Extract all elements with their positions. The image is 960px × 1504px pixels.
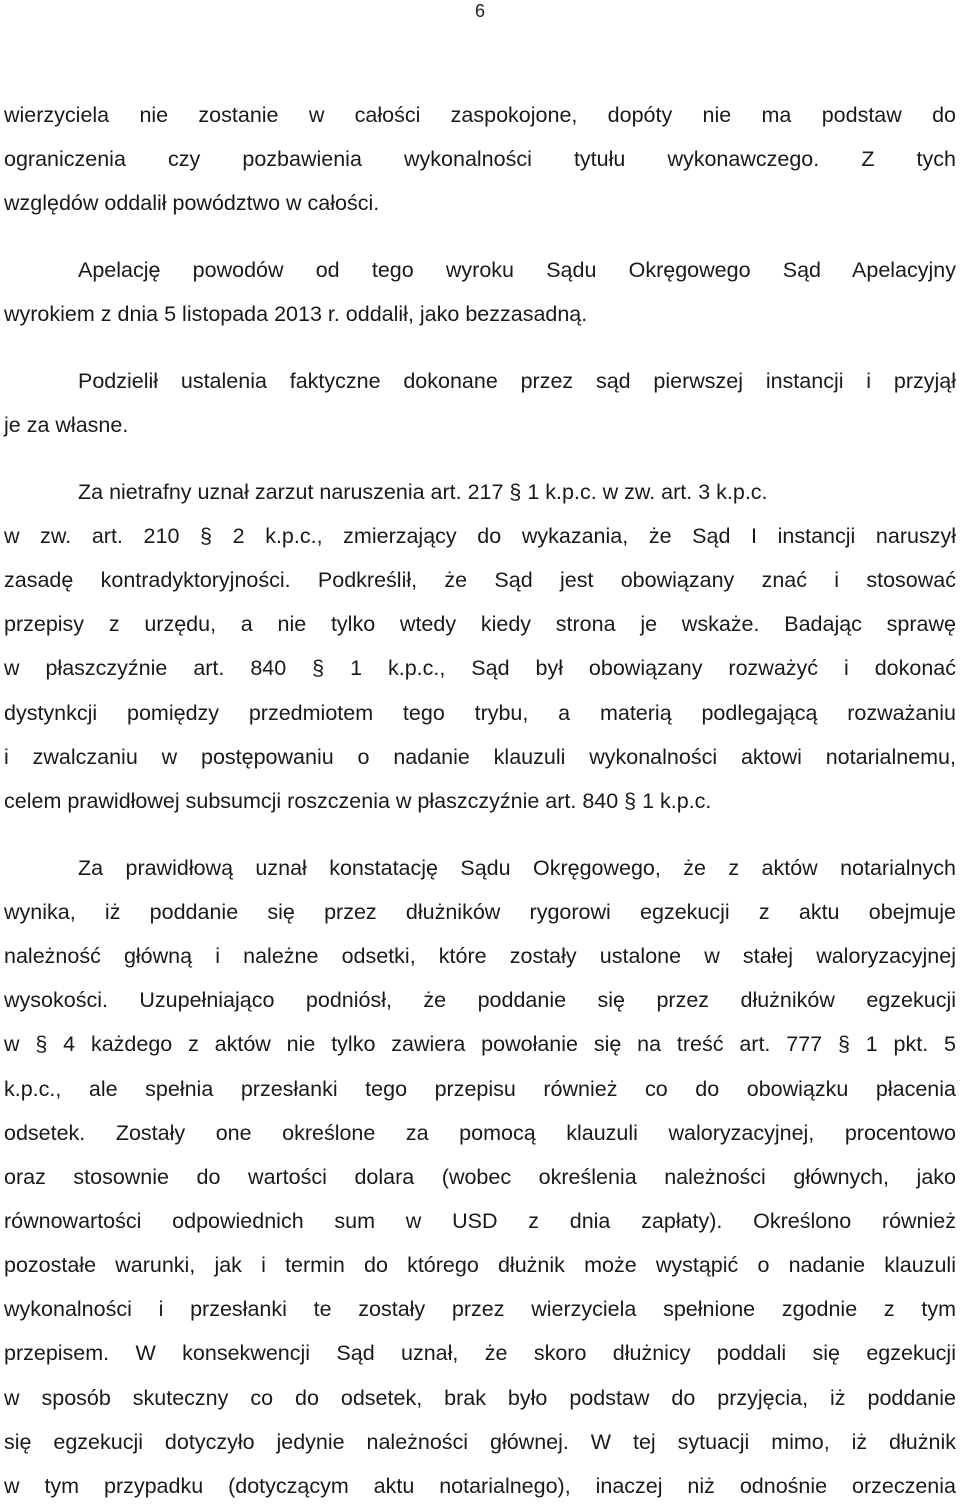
text-line: w § 4 każdego z aktów nie tylko zawiera powołanie się na treść art. 777 § 1 pkt. 5	[4, 1032, 956, 1056]
text-line: w zw. art. 210 § 2 k.p.c., zmierzający do wykazania, że Sąd I instancji naruszył	[4, 524, 956, 548]
text-line: dystynkcji pomiędzy przedmiotem tego trybu, a materią podlegającą rozważaniu	[4, 701, 956, 725]
text-line: pozostałe warunki, jak i termin do którego dłużnik może wystąpić o nadanie klauzuli	[4, 1253, 956, 1277]
text-line: w tym przypadku (dotyczącym aktu notarialnego), inaczej niż odnośnie orzeczenia	[4, 1474, 956, 1498]
text-line: wyrokiem z dnia 5 listopada 2013 r. oddalił, jako bezzasadną.	[4, 302, 588, 326]
page-number: 6	[474, 1, 485, 21]
text-line: w sposób skuteczny co do odsetek, brak było podstaw do przyjęcia, iż poddanie	[4, 1386, 956, 1410]
text-line: k.p.c., ale spełnia przesłanki tego przepisu również co do obowiązku płacenia	[4, 1077, 956, 1101]
text-line: je za własne.	[4, 413, 129, 437]
text-line: wykonalności i przesłanki te zostały przez wierzyciela spełnione zgodnie z tym	[4, 1297, 956, 1321]
text-line: wysokości. Uzupełniająco podniósł, że poddanie się przez dłużników egzekucji	[4, 988, 956, 1012]
text-line: należność główną i należne odsetki, które zostały ustalone w stałej waloryzacyjnej	[4, 944, 956, 968]
text-line: odsetek. Zostały one określone za pomocą klauzuli waloryzacyjnej, procentowo	[4, 1121, 956, 1145]
text-line: wierzyciela nie zostanie w całości zaspokojone, dopóty nie ma podstaw do	[4, 103, 956, 127]
text-line: Apelację powodów od tego wyroku Sądu Okręgowego Sąd Apelacyjny	[78, 258, 956, 282]
text-line: oraz stosownie do wartości dolara (wobec określenia należności głównych, jako	[4, 1165, 956, 1189]
text-line: się egzekucji dotyczyło jedynie należności głównej. W tej sytuacji mimo, iż dłużnik	[4, 1430, 956, 1454]
text-line: w płaszczyźnie art. 840 § 1 k.p.c., Sąd był obowiązany rozważyć i dokonać	[4, 656, 956, 680]
text-line: Za nietrafny uznał zarzut naruszenia art. 217 § 1 k.p.c. w zw. art. 3 k.p.c.	[78, 480, 768, 504]
text-line: celem prawidłowej subsumcji roszczenia w płaszczyźnie art. 840 § 1 k.p.c.	[4, 789, 712, 813]
text-line: względów oddalił powództwo w całości.	[4, 191, 380, 215]
text-line: równowartości odpowiednich sum w USD z dnia zapłaty). Określono również	[4, 1209, 956, 1233]
text-line: i zwalczaniu w postępowaniu o nadanie klauzuli wykonalności aktowi notarialnemu,	[4, 745, 956, 769]
text-line: Za prawidłową uznał konstatację Sądu Okręgowego, że z aktów notarialnych	[78, 856, 956, 880]
text-line: ograniczenia czy pozbawienia wykonalności tytułu wykonawczego. Z tych	[4, 147, 956, 171]
text-line: wynika, iż poddanie się przez dłużników rygorowi egzekucji z aktu obejmuje	[4, 900, 956, 924]
text-line: przepisy z urzędu, a nie tylko wtedy kiedy strona je wskaże. Badając sprawę	[4, 612, 956, 636]
text-line: przepisem. W konsekwencji Sąd uznał, że skoro dłużnicy poddali się egzekucji	[4, 1341, 956, 1365]
text-line: zasadę kontradyktoryjności. Podkreślił, że Sąd jest obowiązany znać i stosować	[4, 568, 956, 592]
text-line: Podzielił ustalenia faktyczne dokonane przez sąd pierwszej instancji i przyjął	[78, 369, 956, 393]
